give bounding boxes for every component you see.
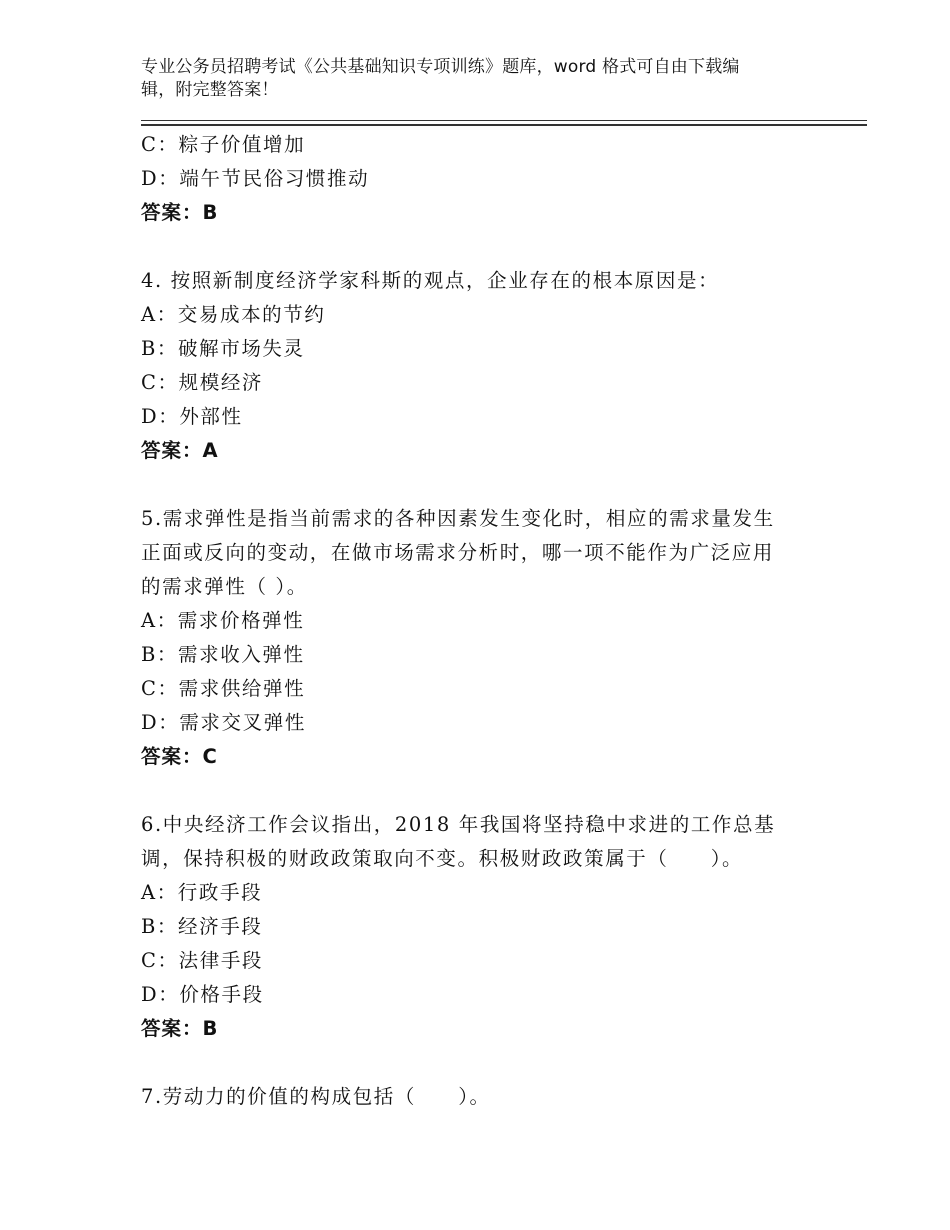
q6-option-d: D：价格手段 (141, 983, 264, 1006)
q5-option-d: D：需求交叉弹性 (141, 711, 306, 734)
q4-option-d: D：外部性 (141, 405, 243, 428)
header-divider-thin (141, 120, 867, 121)
q6-option-a: A：行政手段 (141, 881, 263, 904)
q6-stem-line-2: 调，保持积极的财政政策取向不变。积极财政政策属于（ ）。 (141, 847, 744, 870)
header-line-2: 辑，附完整答案！ (141, 80, 279, 100)
spacer (141, 1046, 801, 1080)
q6-stem-line-1: 6.中央经济工作会议指出，2018 年我国将坚持稳中求进的工作总基 (141, 813, 776, 836)
spacer (141, 468, 801, 502)
spacer (141, 230, 801, 264)
q3-answer: 答案：B (141, 201, 219, 224)
q5-stem-line-1: 5.需求弹性是指当前需求的各种因素发生变化时，相应的需求量发生 (141, 507, 775, 530)
header-line-1: 专业公务员招聘考试《公共基础知识专项训练》题库，word 格式可自由下载编 (141, 57, 740, 77)
q4-stem: 4. 按照新制度经济学家科斯的观点，企业存在的根本原因是： (141, 269, 720, 292)
question-list (141, 128, 801, 1114)
q6-answer: 答案：B (141, 1017, 219, 1040)
q7-stem: 7.劳动力的价值的构成包括（ ）。 (141, 1085, 491, 1108)
q5-stem-line-3: 的需求弹性（ ）。 (141, 575, 308, 598)
q4-option-b: B：破解市场失灵 (141, 337, 305, 360)
q6-option-b: B：经济手段 (141, 915, 263, 938)
page-header (141, 56, 801, 102)
q3-option-c: C：粽子价值增加 (141, 133, 306, 156)
header-divider-thick (141, 124, 867, 126)
q4-option-a: A：交易成本的节约 (141, 303, 326, 326)
q5-stem-line-2: 正面或反向的变动，在做市场需求分析时，哪一项不能作为广泛应用 (141, 541, 775, 564)
q6-option-c: C：法律手段 (141, 949, 264, 972)
q5-option-b: B：需求收入弹性 (141, 643, 305, 666)
q5-answer: 答案：C (141, 745, 218, 768)
q5-option-c: C：需求供给弹性 (141, 677, 306, 700)
spacer (141, 774, 801, 808)
q4-option-c: C：规模经济 (141, 371, 264, 394)
q5-option-a: A：需求价格弹性 (141, 609, 305, 632)
q4-answer: 答案：A (141, 439, 219, 462)
q3-option-d: D：端午节民俗习惯推动 (141, 167, 370, 190)
